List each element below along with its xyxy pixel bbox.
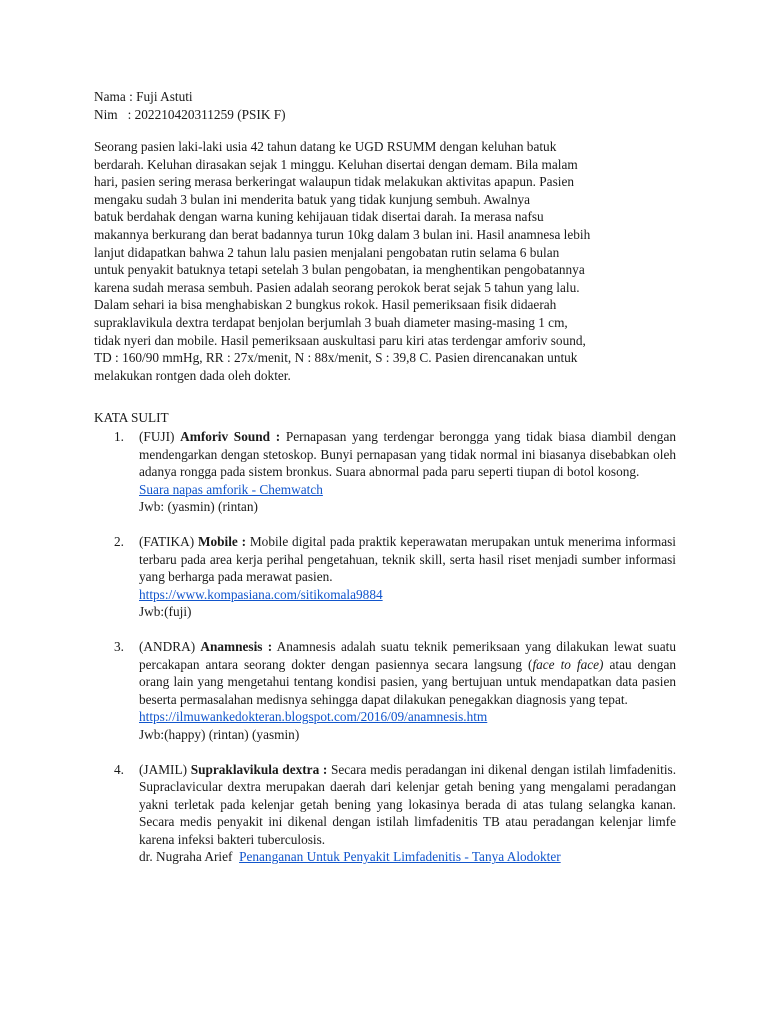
term-author: (FATIKA) [139,533,195,549]
term-name: Mobile : [197,533,247,549]
case-line: Seorang pasien laki-laki usia 42 tahun datang ke UGD RSUMM dengan keluhan batuk [94,139,557,154]
case-line: melakukan rontgen dada oleh dokter. [94,367,291,383]
term-definition [139,428,676,481]
case-line: karena sudah merasa sembuh. Pasien adalah seorang perokok berat sejak 5 tahun yang lalu. [94,279,580,295]
list-item-amforiv-sound [94,428,676,516]
case-line: Dalam sehari ia bisa menghabiskan 2 bungkus rokok. Hasil pemeriksaan fisik didaerah [94,297,557,313]
definition-italic: face to face) [532,656,604,672]
answer-line: Jwb:(happy) (rintan) (yasmin) [139,726,300,742]
student-name: Nama : Fuji Astuti [94,89,193,104]
term-definition [139,761,676,849]
reference-link[interactable]: https://ilmuwankedokteran.blogspot.com/2016/09/anamnesis.htm [139,709,488,725]
case-scenario [94,138,676,384]
reference-link[interactable]: Penanganan Untuk Penyakit Limfadenitis - Tanya Alodokter [239,849,561,865]
list-item-anamnesis [94,638,676,744]
item-number: 2. [114,533,124,549]
term-definition [139,533,676,586]
student-header [94,88,694,123]
case-line: TD : 160/90 mmHg, RR : 27x/menit, N : 88x/menit, S : 39,8 C. Pasien direncanakan untuk [94,350,578,366]
definition-text: Pernapasan yang terdengar berongga yang tidak biasa diambil dengan mendengarkan dengan stetoskop. Bunyi pernapasan yang tidak normal ini biasanya disebabkan oleh adanya rongga pada sistem bronkus. Suara abnormal pada paru seperti tiupan di botol kosong. [139,429,676,480]
case-line: lanjut didapatkan bahwa 2 tahun lalu pasien menjalani pengobatan rutin selama 6 bulan [94,244,560,260]
reference-link[interactable]: Suara napas amforik - Chemwatch [139,481,323,497]
kata-sulit-heading: KATA SULIT [94,410,169,425]
term-author: (JAMIL) [139,761,188,777]
list-item-supraklavikula-dextra [94,761,676,867]
answer-line: Jwb:(fuji) [139,604,192,620]
definition-text: Mobile digital pada praktik keperawatan merupakan untuk menerima informasi terbaru pada area kerja perihal pengetahuan, teknik skill, serta hasil riset menjadi sumber informasi yang berharga pada merawat pasien. [139,533,677,585]
case-line: makannya berkurang dan berat badannya turun 10kg dalam 3 bulan ini. Hasil anamnesa lebih [94,226,591,242]
term-name: Supraklavikula dextra : [190,761,328,777]
source-line [139,848,676,866]
answer-line: Jwb: (yasmin) (rintan) [139,499,258,515]
case-line: untuk penyakit batuknya tetapi setelah 3 bulan pengobatan, ia menghentikan pengobatannya [94,262,585,278]
case-line: mengaku sudah 3 bulan ini menderita batuk yang tidak kunjung sembuh. Awalnya [94,191,531,207]
item-number: 4. [114,761,124,777]
item-number: 3. [114,638,124,654]
reference-link[interactable]: https://www.kompasiana.com/sitikomala9884 [139,586,383,602]
term-name: Amforiv Sound : [180,429,281,444]
case-line: hari, pasien sering merasa berkeringat walaupun tidak melakukan aktivitas apapun. Pasien [94,174,575,190]
case-line: batuk berdahak dengan warna kuning kehijauan tidak disertai darah. Ia merasa nafsu [94,209,544,225]
definition-text: Anamnesis adalah suatu teknik pemeriksaan yang dilakukan lewat suatu percakapan antara seorang dokter dengan pasiennya secara langsung ( [139,638,676,672]
case-line: berdarah. Keluhan dirasakan sejak 1 minggu. Keluhan disertai dengan demam. Bila malam [94,156,578,172]
student-nim: Nim : 202210420311259 (PSIK F) [94,106,286,122]
term-name: Anamnesis : [200,638,273,654]
case-line: tidak nyeri dan mobile. Hasil pemeriksaan auskultasi paru kiri atas terdengar amforiv sound, [94,332,586,348]
case-line: supraklavikula dextra terdapat benjolan berjumlah 3 buah diameter masing-masing 1 cm, [94,314,568,330]
kata-sulit-list [94,428,676,883]
term-author: (ANDRA) [139,638,196,654]
definition-text-continued: atau dengan orang lain yang mengetahui tentang kondisi pasien, yang bertujuan untuk mendapatkan data pasien beserta permasalahan medisnya sehingga dapat dilakukan penegakkan diagnosis yang tepat. [139,656,676,707]
source-author: dr. Nugraha Arief [139,849,233,865]
term-definition [139,638,676,708]
term-author: (FUJI) [139,429,175,444]
item-number: 1. [114,429,124,444]
list-item-mobile [94,533,676,621]
definition-text: Secara medis peradangan ini dikenal dengan istilah limfadenitis. Supraclavicular dextra merupakan daerah dari kelenjar getah bening yang mengalami peradangan yakni terletak pada kelenjar getah bening yang lokasinya berada di atas tulang selangka kanan. Secara medis penyakit ini dikenal dengan istilah limfadenitis TB atau peradangan kelenjar limfe karena infeksi bakteri tuberculosis. [139,761,677,847]
